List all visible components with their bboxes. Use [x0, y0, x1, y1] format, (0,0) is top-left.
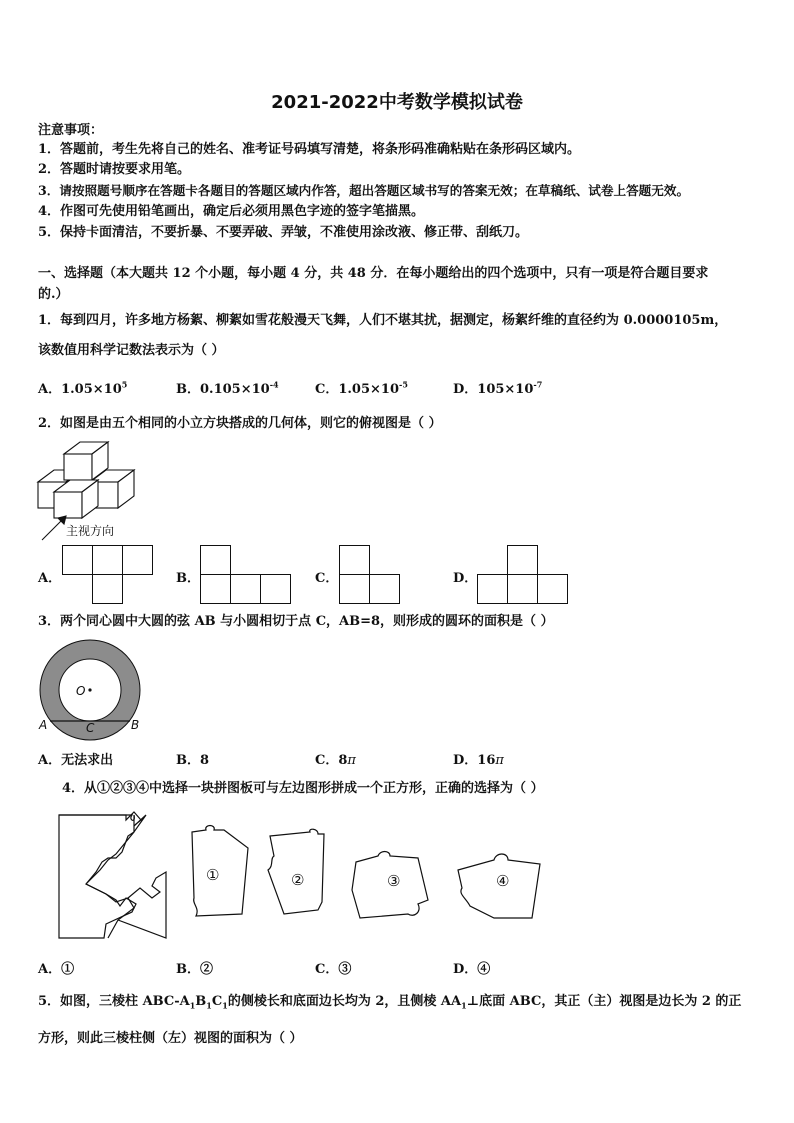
q1-stem-line2: 该数值用科学记数法表示为（ ） — [38, 343, 225, 358]
q3-option-d: D．16π — [453, 753, 504, 768]
q5-stem-line1: 5．如图，三棱柱 ABC-$A_1B_1C_1$的侧棱长和底面边长均为 2，且侧棱 $AA_1\perp$底面 ABC，其正（主）视图是边长为 2 的正 — [38, 994, 742, 1011]
notice-item-2: 2．答题时请按要求用笔。 — [38, 162, 191, 177]
q4-option-a: A．① — [38, 962, 75, 977]
q2-option-a: A． — [38, 571, 62, 586]
section-heading-line2: 的.） — [38, 287, 69, 302]
q3-label-b: B — [131, 718, 140, 732]
q4-option-d: D．④ — [453, 962, 491, 977]
page-title: 2021-2022中考数学模拟试卷 — [271, 92, 523, 113]
q5-stem-line2: 方形，则此三棱柱侧（左）视图的面积为（ ） — [38, 1031, 303, 1046]
q4-square-figure — [56, 812, 176, 942]
q2-option-d-figure — [477, 545, 569, 605]
notice-item-5: 5．保持卡面清洁，不要折暴、不要弄破、弄皱，不准使用涂改液、修正带、刮纸刀。 — [38, 225, 529, 240]
q4-piece-1 — [190, 828, 252, 920]
q4-piece-4-label: ④ — [496, 872, 510, 890]
q2-option-a-figure — [62, 545, 154, 605]
q2-option-c: C． — [315, 571, 339, 586]
q4-piece-2-label: ② — [291, 871, 305, 889]
q3-option-b: B．8 — [176, 753, 210, 768]
q1-option-c: C．$1.05\times 10^{-5}$ — [315, 379, 408, 397]
q2-option-b-figure — [200, 545, 292, 605]
q4-option-b: B．② — [176, 962, 213, 977]
q2-option-d: D． — [453, 571, 478, 586]
q3-label-o: O — [76, 684, 86, 698]
q3-option-c: C．8π — [315, 753, 356, 768]
notice-item-3: 3．请按照题号顺序在答题卡各题目的答题区域内作答，超出答题区域书写的答案无效；在草稿纸、试卷上答题无效。 — [38, 183, 690, 198]
q1-option-d: D．$105\times 10^{-7}$ — [453, 379, 543, 397]
section-heading-line1: 一、选择题（本大题共 12 个小题，每小题 4 分，共 48 分．在每小题给出的四个选项中，只有一项是符合题目要求 — [38, 266, 709, 281]
q3-option-a: A．无法求出 — [38, 753, 114, 768]
q3-label-a: A — [39, 718, 48, 732]
q1-stem-line1: 1．每到四月，许多地方杨絮、柳絮如雪花般漫天飞舞，人们不堪其扰，据测定，杨絮纤维的直径约为 0.0000105m， — [38, 313, 728, 328]
q4-option-c: C．③ — [315, 962, 352, 977]
notice-item-4: 4．作图可先使用铅笔画出，确定后必须用黑色字迹的签字笔描黑。 — [38, 204, 425, 219]
q1-option-a: A．$1.05\times 10^5$ — [38, 379, 128, 397]
q2-direction-label: 主视方向 — [66, 524, 115, 538]
q4-piece-1-label: ① — [206, 866, 220, 884]
q2-stem: 2．如图是由五个相同的小立方块搭成的几何体，则它的俯视图是（ ） — [38, 416, 442, 431]
q4-stem: 4．从①②③④中选择一块拼图板可与左边图形拼成一个正方形，正确的选择为（ ） — [62, 781, 544, 796]
q3-stem: 3．两个同心圆中大圆的弦 AB 与小圆相切于点 C，AB=8，则形成的圆环的面积是（ ） — [38, 614, 554, 629]
q2-option-c-figure — [339, 545, 401, 605]
q2-option-b: B． — [176, 571, 200, 586]
q1-option-b: B．$0.105\times 10^{-4}$ — [176, 379, 279, 397]
q3-label-c: C — [86, 721, 95, 735]
notice-item-1: 1．答题前，考生先将自己的姓名、准考证号码填写清楚，将条形码准确粘贴在条形码区域内。 — [38, 142, 581, 157]
notice-heading: 注意事项： — [38, 123, 104, 138]
q4-piece-3-label: ③ — [387, 872, 401, 890]
